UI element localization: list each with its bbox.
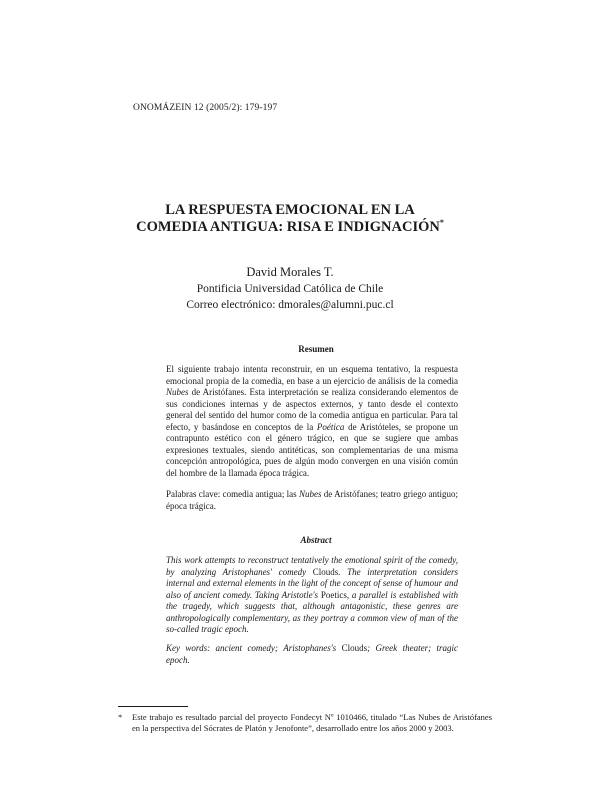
resumen-work-title: Nubes bbox=[166, 387, 189, 397]
abstract-text-2: . The interpretation considers internal and external elements in the light of the concept of sense of humour and also of ancient comedy. Taking Aristotle's bbox=[166, 566, 458, 600]
resumen-poetics-title: Poética bbox=[316, 421, 345, 432]
resumen-keywords-work: Nubes bbox=[299, 489, 322, 499]
footnote-text: Este trabajo es resultado parcial del proyecto Fondecyt Nº 1010466, titulado “Las Nubes de Aristófanes en la perspectiva del Sócrates de Platón y Jenofonte”, desarrollado entre los años 2000 y 2003. bbox=[132, 712, 492, 733]
abstract-keywords bbox=[166, 643, 458, 666]
author-email: Correo electrónico: dmorales@alumni.puc.cl bbox=[186, 299, 394, 311]
resumen-body bbox=[166, 364, 458, 479]
article-title-text: COMEDIA ANTIGUA: RISA E INDIGNACIÓN bbox=[136, 219, 440, 235]
abstract-keywords-work: Clouds bbox=[341, 643, 368, 653]
resumen-keywords-text-2: de Aristófanes; teatro griego antiguo; época trágica. bbox=[166, 489, 459, 511]
abstract-text-1: This work attempts to reconstruct tentatively the emotional spirit of the comedy, by analyzing Aristophanes' comedy bbox=[166, 555, 458, 577]
abstract-keywords-text-1: Key words: ancient comedy; Aristophanes's bbox=[166, 643, 342, 653]
resumen-keywords bbox=[166, 489, 458, 512]
title-footnote-mark: * bbox=[439, 218, 444, 228]
abstract-heading: Abstract bbox=[300, 535, 332, 545]
abstract-work-title: Clouds bbox=[312, 566, 339, 577]
resumen-heading: Resumen bbox=[298, 344, 334, 354]
abstract-poetics-title: Poetics bbox=[320, 589, 347, 600]
abstract-body bbox=[166, 555, 458, 636]
footnote bbox=[118, 712, 492, 734]
article-title-line-1: LA RESPUESTA EMOCIONAL EN LA bbox=[165, 202, 415, 218]
abstract-keywords-text-2: ; Greek theater; tragic epoch. bbox=[166, 643, 459, 665]
footnote-separator bbox=[118, 706, 188, 707]
resumen-text-2: de Aristófanes. Esta interpretación se realiza considerando elementos de sus condiciones internas y de aspectos externos, y tanto desde el contexto general del sentido del humor como de la comedia antigua en particular. Para tal efecto, y basándose en conceptos de la bbox=[166, 387, 458, 432]
resumen-keywords-text-1: Palabras clave: comedia antigua; las bbox=[166, 489, 299, 499]
footnote-mark: * bbox=[118, 712, 123, 722]
author-name: David Morales T. bbox=[246, 265, 334, 279]
article-title-line-2 bbox=[110, 219, 470, 236]
resumen-text-3: de Aristóteles, se propone un contrapunto estético con el género trágico, en que se sugiere que ambas expresiones textuales, siendo antitéticas, son complementarias de una misma concepción antropológica, pues de algún modo convergen en una visión común del hombre de la llamada época trágica. bbox=[166, 421, 458, 478]
journal-reference: ONOMÁZEIN 12 (2005/2): 179-197 bbox=[133, 103, 278, 113]
author-affiliation: Pontificia Universidad Católica de Chile bbox=[196, 283, 384, 295]
abstract-text-3: , a parallel is established with the tragedy, which suggests that, although antagonistic, these genres are anthropologically complementary, as they portray a common view of man of the so-called tragic epoch. bbox=[166, 589, 458, 634]
resumen-text-1: El siguiente trabajo intenta reconstruir, en un esquema tentativo, la respuesta emocional propia de la comedia, en base a un ejercicio de análisis de la comedia bbox=[166, 364, 458, 386]
